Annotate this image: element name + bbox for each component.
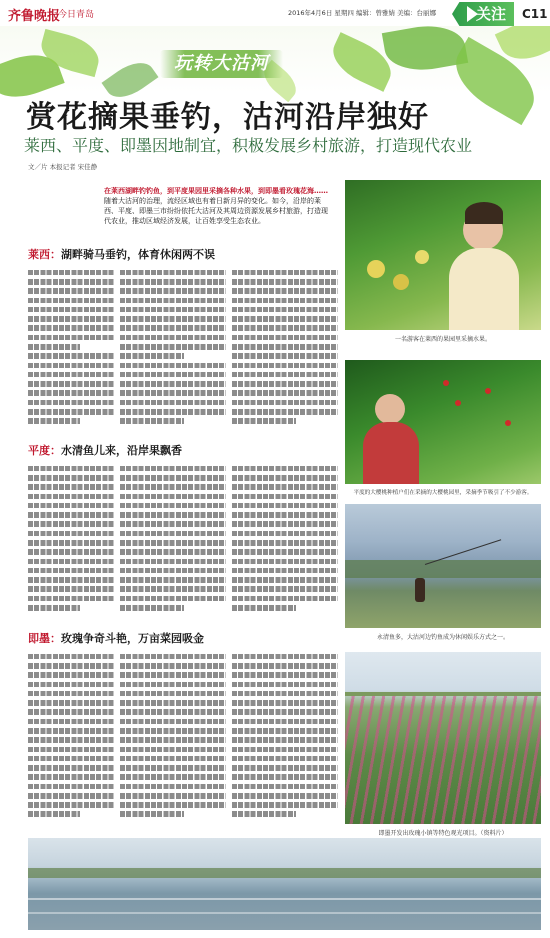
section-ribbon	[452, 2, 547, 26]
byline: 文／片 本报记者 宋佳静	[28, 163, 98, 171]
fruit-icon	[393, 274, 409, 290]
photo-caption: 即墨开发出玫瑰小镇等特色观光项目。（资料片）	[378, 830, 508, 837]
section-heading-laixi: 莱西：湖畔骑马垂钓，体育休闲两不误	[28, 248, 215, 261]
text-column	[120, 462, 226, 624]
photo-dagu-river	[28, 838, 541, 930]
photo-caption: 平度的大樱桃种植户们在采摘的大樱桃园里，采摘季节吸引了不少游客。	[353, 490, 533, 496]
text-column	[232, 650, 338, 826]
photo-caption: 永清鱼多，大沽河边钓鱼成为休闲娱乐方式之一。	[376, 634, 509, 641]
fruit-icon	[367, 260, 385, 278]
photo-cherry-orchard	[345, 360, 541, 484]
intro-paragraph	[104, 186, 334, 226]
masthead	[0, 0, 550, 26]
banner-title: 玩转大沽河	[160, 50, 283, 78]
person-figure	[375, 394, 405, 424]
section-heading-pingdu: 平度：水清鱼儿来，沿岸果飘香	[28, 444, 182, 457]
rose-rows	[345, 694, 541, 824]
dateline: 2016年4月6日 星期四 编辑：曾雅婧 美编：台丽娜	[288, 9, 437, 17]
leaf-decoration	[382, 26, 468, 77]
text-column	[28, 650, 114, 826]
photo-rose-field	[345, 652, 541, 824]
fruit-icon	[415, 250, 429, 264]
headline: 赏花摘果垂钓，沽河沿岸独好	[26, 100, 429, 135]
text-column	[28, 266, 114, 436]
photo-fruit-picking	[345, 180, 541, 330]
text-column	[232, 462, 338, 624]
text-column	[28, 462, 114, 624]
riverbank	[28, 868, 541, 878]
section-heading-jimo: 即墨：玫瑰争奇斗艳，万亩菜园吸金	[28, 632, 204, 645]
photo-caption: 一名游客在莱西的果园里采摘水果。	[394, 336, 491, 343]
intro-body: 随着大沽河的治理，流经区域也有着日新月异的变化。如今，沿岸的莱西、平度、即墨三市纷纷依托大沽河及其周边资源发展乡村旅游，打造现代农业，推动区域经济发展，让百姓享受生态农业。	[104, 197, 328, 225]
text-column	[120, 650, 226, 826]
ribbon-label: 关注	[476, 5, 507, 23]
section-label: 今日青岛	[58, 10, 95, 20]
deck-subtitle: 莱西、平度、即墨因地制宜，积极发展乡村旅游，打造现代农业	[24, 136, 473, 155]
newspaper-logo: 齐鲁晚报	[8, 9, 61, 24]
text-column	[232, 266, 338, 436]
photo-riverside-fishing	[345, 504, 541, 628]
page-number: C11	[522, 7, 548, 21]
text-column	[120, 266, 226, 436]
person-figure	[415, 578, 425, 602]
intro-lead: 在莱西湖畔钓钓鱼，到平度果园里采摘各种水果，到即墨看玫瑰花海……	[104, 187, 328, 195]
